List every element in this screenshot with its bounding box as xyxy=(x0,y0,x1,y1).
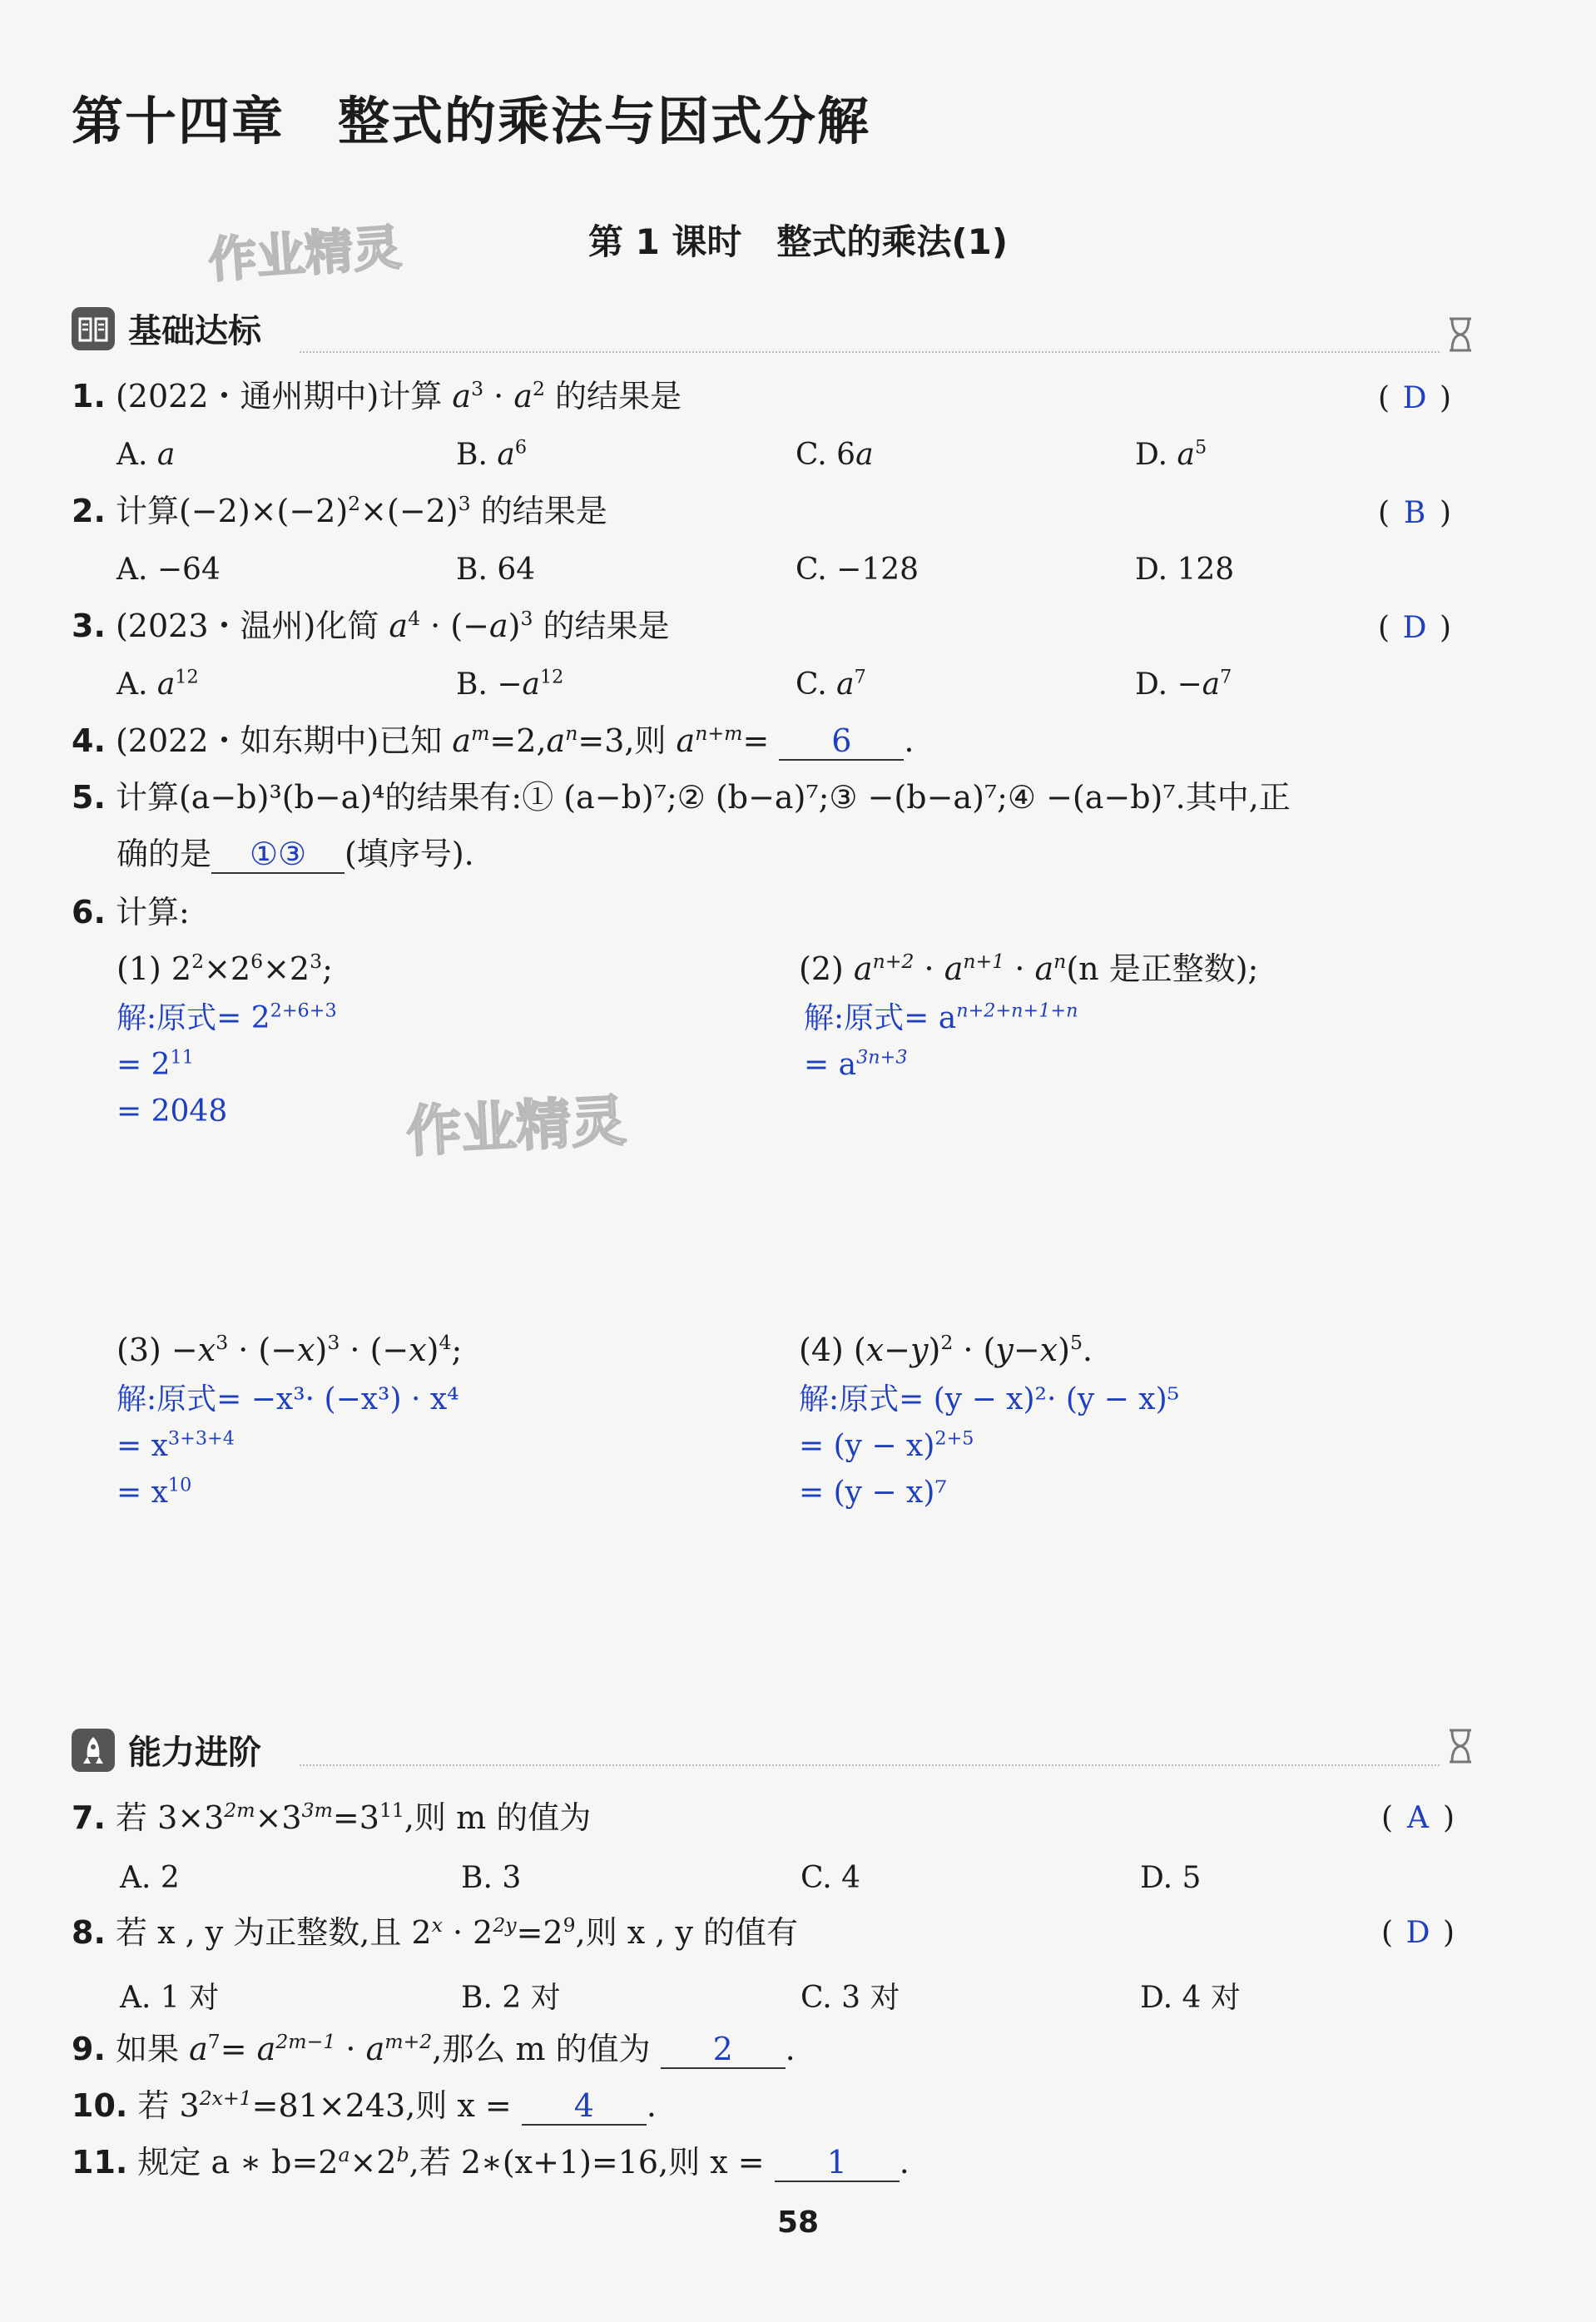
fill-blank[interactable]: 4 xyxy=(522,2089,647,2126)
divider xyxy=(300,1764,1440,1766)
answer-bracket-1: ( D ) xyxy=(1378,381,1452,415)
question-6: 6. 计算: xyxy=(72,894,190,930)
option-b: B. 3 xyxy=(461,1861,522,1895)
sub-question-2: (2) $a^{n+2} \cdot a^{n+1} \cdot a^n(n$ 是正整数); xyxy=(799,949,1259,987)
option-c: C. 4 xyxy=(800,1861,861,1895)
question-11: 11. 规定 a ∗ $b=2^a\times 2^b$,若 2∗(x+1)=16,则 x = 1 . xyxy=(72,2142,910,2181)
watermark: 作业精灵 xyxy=(404,1089,628,1164)
option-a: A. 1 对 xyxy=(120,1981,220,2015)
rocket-icon xyxy=(72,1729,115,1772)
option-d: D. $a^5$ xyxy=(1135,436,1207,472)
question-1: 1. (2022・通州期中)计算 $a^3 \cdot a^2$ 的结果是 xyxy=(72,376,682,414)
fill-blank[interactable]: ①③ xyxy=(211,837,344,874)
sub-question-1: (1) $2^2\times 2^6\times 2^3$; xyxy=(116,949,333,987)
option-b: B. $-a^{12}$ xyxy=(456,666,564,702)
book-icon xyxy=(72,307,115,350)
question-8: 8. 若 x , y 为正整数,且 $2^x \cdot 2^{2y}=2^9$,则 x , y 的值有 xyxy=(72,1913,799,1951)
fill-blank[interactable]: 6 xyxy=(779,724,904,761)
hourglass-icon xyxy=(1446,316,1475,356)
option-c: C. −128 xyxy=(796,553,919,587)
option-c: C. 3 对 xyxy=(800,1981,900,2015)
section-title: 基础达标 xyxy=(128,312,261,350)
question-2: 2. 计算$(-2)\times(-2)^2\times(-2)^3$ 的结果是 xyxy=(72,491,607,529)
question-7: 7. 若 $3\times 3^{2m}\times 3^{3m}=3^{11}$,则 m 的值为 xyxy=(72,1798,592,1836)
section-header-advanced xyxy=(72,1726,261,1774)
section-header-basic xyxy=(72,305,261,352)
option-b: B. 64 xyxy=(456,553,536,587)
option-d: D. 128 xyxy=(1135,553,1235,587)
fill-blank[interactable]: 1 xyxy=(775,2146,900,2182)
question-5: 5. 计算(a−b)³(b−a)⁴的结果有:① (a−b)⁷;② (b−a)⁷;③ −(b−a)⁷;④ −(a−b)⁷.其中,正 xyxy=(72,779,1291,816)
lesson-title: 第 1 课时 整式的乘法(1) xyxy=(587,221,1009,262)
option-c: C. $a^7$ xyxy=(796,666,866,702)
fill-blank[interactable]: 2 xyxy=(661,2032,786,2069)
page-number: 58 xyxy=(776,2205,820,2240)
option-b: B. $a^6$ xyxy=(456,436,528,472)
question-9: 9. 如果 $a^7= a^{2m-1} \cdot a^{m+2}$,那么 m 的值为 2 . xyxy=(72,2029,796,2067)
answer-bracket-3: ( D ) xyxy=(1378,611,1452,645)
section-title: 能力进阶 xyxy=(128,1734,261,1772)
answer-bracket-8: ( D ) xyxy=(1381,1916,1455,1950)
option-a: A. a xyxy=(116,438,176,472)
option-b: B. 2 对 xyxy=(461,1981,561,2015)
option-d: D. $-a^7$ xyxy=(1135,666,1232,702)
sub-question-3: $(3) -x^3 \cdot (-x)^3 \cdot (-x)^4$; xyxy=(116,1330,463,1368)
option-d: D. 5 xyxy=(1140,1861,1202,1895)
chapter-title: 第十四章 整式的乘法与因式分解 xyxy=(72,91,871,151)
option-a: A. 2 xyxy=(120,1861,180,1895)
option-c: C. 6a xyxy=(796,438,874,472)
question-3: 3. (2023・温州)化简 $a^4 \cdot (-a)^3$ 的结果是 xyxy=(72,606,670,644)
worked-solution-4: 解:原式= (y − x)²· (y − x)⁵ = $(y - x)^{2+5}$ = (y − x)⁷ xyxy=(799,1382,1180,1510)
worked-solution-2: 解:原式= $a^{n+2+n+1+n}$ = $a^{3n+3}$ xyxy=(804,1000,1078,1082)
option-a: A. −64 xyxy=(116,553,221,587)
answer-bracket-7: ( A ) xyxy=(1381,1801,1455,1835)
option-d: D. 4 对 xyxy=(1140,1981,1241,2015)
option-a: A. $a^{12}$ xyxy=(116,666,199,702)
answer-bracket-2: ( B ) xyxy=(1378,496,1452,530)
hourglass-icon xyxy=(1446,1728,1475,1768)
question-4: 4. (2022・如东期中)已知 $a^m=2,a^n=3$,则 $a^{n+m}= 6$ . xyxy=(72,721,914,759)
worked-solution-3: 解:原式= −x³· (−x³) · x⁴ = $x^{3+3+4}$ = $x^{10}$ xyxy=(116,1382,459,1510)
sub-question-4: (4) $(x-y)^2 \cdot (y-x)^5$. xyxy=(799,1330,1093,1368)
divider xyxy=(300,351,1440,353)
worked-solution-1: 解:原式= $2^{2+6+3}$ = $2^{11}$ = 2048 xyxy=(116,1000,337,1129)
watermark: 作业精灵 xyxy=(206,218,404,289)
question-5-line2: 确的是 ①③ (填序号). xyxy=(116,835,474,872)
question-10: 10. 若 $3^{2x+1}=81\times 243$,则 x = 4 . xyxy=(72,2086,657,2124)
